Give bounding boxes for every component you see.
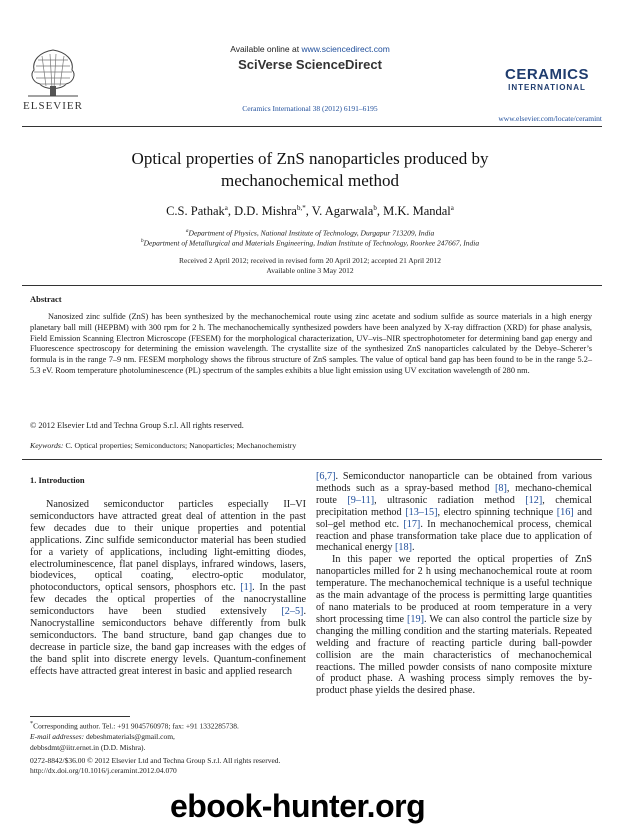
author-4-sup: a [450,204,454,212]
author-4: , M.K. Mandal [376,204,451,219]
doi-link[interactable]: http://dx.doi.org/10.1016/j.ceramint.2012.04.070 [30,765,177,775]
watermark: ebook-hunter.org [170,788,426,824]
affiliation-b [0,238,620,248]
title-line-1: Optical properties of ZnS nanoparticles produced by [131,149,489,168]
elsevier-wordmark: ELSEVIER [23,100,83,112]
article-title [0,148,620,192]
text-run: . In the past few decades the optical properties of the nanocrystalline semiconductors have been studied extensively [30,582,306,618]
title-line-2: mechanochemical method [221,171,399,190]
text-run: , electro spinning technique [437,506,557,518]
author-2: , D.D. Mishra [227,204,297,219]
copyright: © 2012 Elsevier Ltd and Techna Group S.r.l. All rights reserved. [30,421,244,430]
sciencedirect-link[interactable]: www.sciencedirect.com [301,44,390,54]
text-run: . Nanocrystalline semiconductors behave differently from bulk semiconductors. The band structure, band gap changes due to decrease in particle size, the band gap increases with the edges of the band split into discrete energy levels. Quantum-confinement effects have attracted great interest in basic and applied research [30,606,306,677]
intro-paragraph-1-cont [316,471,592,554]
bottom-info [30,756,280,775]
received-dates: Received 2 April 2012; received in revised form 20 April 2012; accepted 21 April 2012 [178,256,442,265]
affiliation-a [0,228,620,238]
section-heading-intro: 1. Introduction [30,475,85,485]
email-link-1[interactable]: debeshmaterials@gmail.com, [84,732,175,741]
elsevier-logo [22,46,84,112]
footnote-corresponding-text: Corresponding author. Tel.: +91 9045760978; fax: +91 1332285738. [33,721,239,731]
email-label: E-mail addresses: [30,732,85,741]
text-run: and sol–gel method etc. [316,506,592,530]
text-run: . [412,542,415,554]
author-3-sup: b [373,204,377,212]
intro-paragraph-2 [316,554,592,697]
platform-name: SciVerse ScienceDirect [238,57,382,72]
available-date: Available online 3 May 2012 [266,266,354,275]
keywords [30,441,296,450]
footnote [30,716,306,753]
journal-citation[interactable]: Ceramics International 38 (2012) 6191–6195 [242,104,378,113]
intro-paragraph-1 [30,499,306,678]
footnote-star: * [30,720,34,727]
affiliation-b-text: Department of Metallurgical and Materials Engineering, Indian Institute of Technology, Roorkee 247667, India [143,238,480,248]
keywords-label: Keywords: [30,441,64,450]
right-column [316,471,592,697]
affiliation-a-sup: a [185,228,189,234]
abstract-top-rule [22,285,602,286]
author-1-sup: a [224,204,228,212]
footnote-emails [30,732,306,743]
issn-line: 0272-8842/$36.00 © 2012 Elsevier Ltd and Techna Group S.r.l. All rights reserved. [30,756,281,765]
author-2-sup: b,* [296,204,306,212]
text-run: , mechano-chemical route [316,482,592,506]
journal-url-link[interactable]: www.elsevier.com/locate/ceramint [498,114,602,123]
citation-link[interactable]: [18] [395,542,412,554]
footnote-corresponding [30,719,306,732]
journal-logo-line2: INTERNATIONAL [508,83,586,92]
citation-link[interactable]: [9–11] [347,494,375,506]
citation-link[interactable]: [12] [525,494,543,506]
citation-link[interactable]: [8] [495,482,507,494]
header-rule [22,126,602,127]
citation-link[interactable]: [13–15] [405,506,438,518]
available-online [0,44,620,54]
left-column [30,475,306,678]
affiliation-b-sup: b [140,238,144,244]
citation-link[interactable]: [1] [240,582,253,594]
author-3: , V. Agarwala [305,204,374,219]
text-run: , ultrasonic radiation method [374,494,526,506]
abstract-body: Nanosized zinc sulfide (ZnS) has been synthesized by the mechanochemical route using zinc acetate and sodium sulfide as source materials in a high energy planetary ball mill (HEPBM) with 300 rpm for 2 h. The mechanochemically synthesized powders have been analyzed by X-ray diffraction (XRD) for phase analysis, Field Emission Scanning Electron Microscope (FESEM) for the morphological characterization, UV–vis–NIR spectrophotometer for determining band gap energy and Fluorescence spectroscopy for determining the emission wavelength. The crystallite size of the synthesized ZnS nanoparticles calculated by the Debye–Scherer’s formula is in the range 7–9 nm. FESEM morphology shows the fibrous structure of ZnS samples. The value of optical band gap has been found to be in the range 5.2–5.3 eV. Room temperature photoluminescence (PL) spectrum of the samples exhibits a blue light emission using UV excitation wavelength of 280 nm. [30,312,592,375]
text-run: . We can also control the particle size by changing the milling condition and the starting materials. Repeated welding and fracture of reacting particle during ball-powder collision are the main characteristics of mechanochemical reactions. The milled powder consists of nano composite mixture of product phase. A washing process simply removes the by-product phase yields the desired phase. [316,613,592,697]
text-run: Nanosized semiconductor particles especially II–VI semiconductors have attracted great deal of attention in the past few decades due to their unique properties and potential applications. Zinc sulfide semiconductor material has been studied for a variety of applications, including light-emitting diodes, electroluminescence, flat panel displays, infrared windows, lasers, biodevices, optical coating, electro-optic modulator, photoconductors, optical sensors, phosphors etc. [30,499,306,594]
footnote-rule [30,716,130,717]
citation-link[interactable]: [16] [556,506,574,518]
author-list [0,204,620,219]
abstract-bottom-rule [22,459,602,460]
text-run: . Semiconductor nanoparticle can be obtained from various methods such as a spray-based method [316,471,592,494]
affiliation-a-text: Department of Physics, National Institute of Technology, Durgapur 713209, India [188,228,435,238]
citation-link[interactable]: [2–5] [281,606,304,618]
footnote-email-2[interactable]: debbsdmt@iitr.ernet.in (D.D. Mishra). [30,742,146,752]
citation-link[interactable]: [17] [403,518,421,530]
text-run: In this paper we reported the optical properties of ZnS nanoparticles milled for 2 h using mechanochemical route at room temperature. The mechanochemical technique is a useful technique as the main advantage of the process is permitting large quantities of nano materials to be produced at room temperature in a very short processing time [316,554,592,625]
journal-logo [502,66,592,92]
journal-logo-line1: CERAMICS [504,66,589,83]
keywords-list: C. Optical properties; Semiconductors; Nanoparticles; Mechanochemistry [63,441,297,450]
abstract-heading: Abstract [30,294,62,304]
author-1: C.S. Pathak [166,204,225,219]
citation-link[interactable]: [19] [407,613,424,625]
text-run: . In mechanochemical process, chemical reaction and phase transformation take place due to application of mechanical energy [316,518,592,554]
text-run: , chemical precipitation method [316,494,592,518]
available-online-label: Available online at [230,44,300,54]
citation-link[interactable]: [6,7] [316,471,336,482]
